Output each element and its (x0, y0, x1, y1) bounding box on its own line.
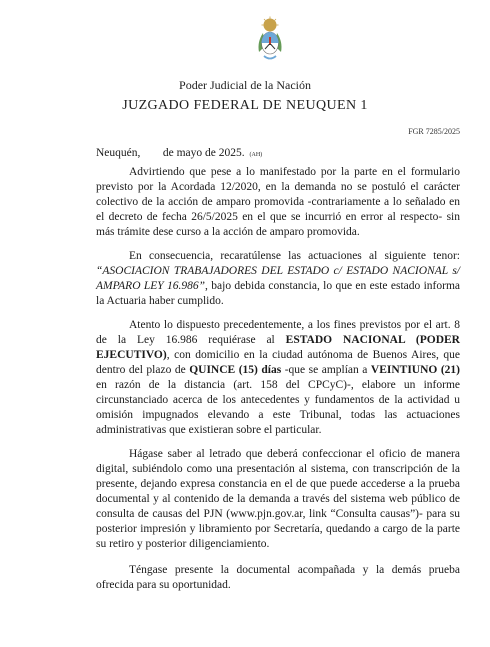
paragraph-2-text: En consecuencia, recaratúlense las actuaciones al siguiente tenor: (129, 250, 460, 262)
argentina-coat-of-arms-icon (253, 16, 287, 64)
paragraph-3-text-3: -que se amplían a (281, 364, 371, 376)
date-line (96, 147, 262, 159)
sun-rays (262, 17, 279, 32)
city: Neuquén, (96, 147, 141, 159)
term-days: QUINCE (15) días (189, 364, 282, 376)
resolution-body (96, 165, 460, 602)
paragraph-4: Hágase saber al letrado que deberá confeccionar el oficio de manera digital, subiéndolo como una presentación al sistema, con transcripción de la presente, dejando expresa constancia en el de que puede accederse a la prueba documental y al contenido de la demanda a través del sistema web público de consulta de causas del PJN (www.pjn.gov.ar, link “Consulta causas”)- para su posterior impresión y libramiento por Secretaría, quedando a cargo de la parte su retiro y posterior diligenciamiento. (96, 448, 460, 550)
extended-term: VEINTIUNO (21) (370, 364, 461, 376)
file-reference: FGR 7285/2025 (408, 127, 460, 136)
defendant-name: ESTADO NACIONAL (PODER EJECUTIVO) (96, 334, 460, 361)
institution-name: Poder Judicial de la Nación (179, 78, 311, 92)
paragraph-1: Advirtiendo que pese a lo manifestado por la parte en el formulario previsto por la Acordada 12/2020, en la demanda no se postuló el carácter colectivo de la acción de amparo promovida -contrariamente a lo señalado en el decreto de fecha 26/5/2025 en el que se incurrió en error al respecto- sin más trámite dese curso a la acción de amparo promovida. (96, 166, 460, 238)
paragraph-3 (96, 318, 460, 438)
paragraph-5: Téngase presente la documental acompañada y la demás prueba ofrecida para su oportunidad. (96, 564, 460, 591)
paragraph-3-tail: en razón de la distancia (art. 158 del CPCyC)-, elabore un informe circunstanciado acerca de los antecedentes y fundamentos de la actividad u omisión impugnados elevando a este Tribunal, todas las actuaciones administrativas que existieran sobre el particular. (96, 379, 460, 436)
case-caption: “ASOCIACION TRABAJADORES DEL ESTADO c/ ESTADO NACIONAL s/ AMPARO LEY 16.986” (96, 265, 460, 292)
paragraph-3-text: Atento lo dispuesto precedentemente, a los fines previstos por el art. 8 de la Ley 16.986 requiérase al (96, 319, 460, 346)
court-name: JUZGADO FEDERAL DE NEUQUEN 1 (122, 98, 368, 113)
paragraph-3-text-2: , con domicilio en la ciudad autónoma de Buenos Aires, que dentro del plazo de (96, 349, 460, 376)
date-text: de mayo de 2025. (162, 147, 245, 159)
paragraph-2 (96, 249, 460, 309)
paragraph-2-tail: , bajo debida constancia, lo que en este estado informa la Actuaria haber cumplido. (96, 280, 460, 307)
clerk-initials: (AH) (249, 152, 263, 158)
